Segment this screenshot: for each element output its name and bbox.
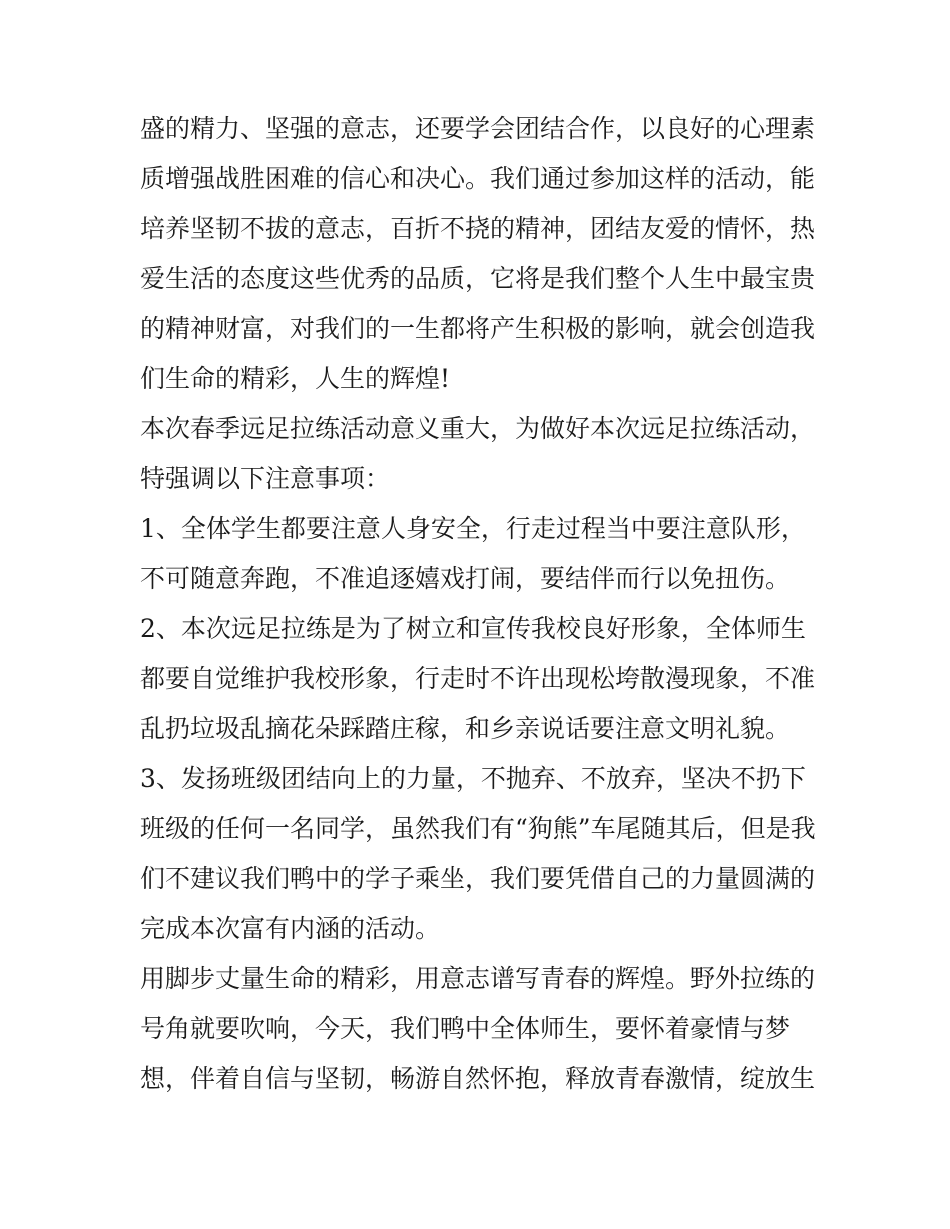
text-line: 号角就要吹响，今天，我们鸭中全体师生，要怀着豪情与梦 [140, 1014, 791, 1043]
text-line: 用脚步丈量生命的精彩，用意志谱写青春的辉煌。野外拉练的 [140, 964, 816, 993]
text-line: 盛的精力、坚强的意志，还要学会团结合作，以良好的心理素 [140, 114, 816, 143]
text-line: 培养坚韧不拔的意志，百折不挠的精神，团结友爱的情怀，热 [140, 214, 816, 243]
text-line: 们生命的精彩，人生的辉煌! [140, 364, 451, 393]
text-line: 本次春季远足拉练活动意义重大，为做好本次远足拉练活动， [140, 414, 816, 443]
text-line: 3、发扬班级团结向上的力量，不抛弃、不放弃，坚决不扔下 [140, 764, 806, 793]
text-line: 质增强战胜困难的信心和决心。我们通过参加这样的活动，能 [140, 164, 816, 193]
text-line: 们不建议我们鸭中的学子乘坐，我们要凭借自己的力量圆满的 [140, 864, 816, 893]
text-line: 爱生活的态度这些优秀的品质，它将是我们整个人生中最宝贵 [140, 264, 816, 293]
text-line: 想，伴着自信与坚韧，畅游自然怀抱，释放青春激情，绽放生 [140, 1064, 816, 1093]
text-line: 完成本次富有内涵的活动。 [140, 914, 441, 943]
text-line: 乱扔垃圾乱摘花朵踩踏庄稼，和乡亲说话要注意文明礼貌。 [140, 714, 791, 743]
text-line: 1、全体学生都要注意人身安全，行走过程当中要注意队形， [140, 514, 806, 543]
document-body [140, 104, 820, 1104]
text-line: 都要自觉维护我校形象，行走时不许出现松垮散漫现象，不准 [140, 664, 816, 693]
text-line: 不可随意奔跑，不准追逐嬉戏打闹，要结伴而行以免扭伤。 [140, 564, 791, 593]
text-line: 2、本次远足拉练是为了树立和宣传我校良好形象，全体师生 [140, 614, 806, 643]
text-line: 班级的任何一名同学，虽然我们有“狗熊”车尾随其后，但是我 [140, 814, 816, 843]
text-line: 特强调以下注意事项： [140, 464, 391, 493]
text-line: 的精神财富，对我们的一生都将产生积极的影响，就会创造我 [140, 314, 816, 343]
